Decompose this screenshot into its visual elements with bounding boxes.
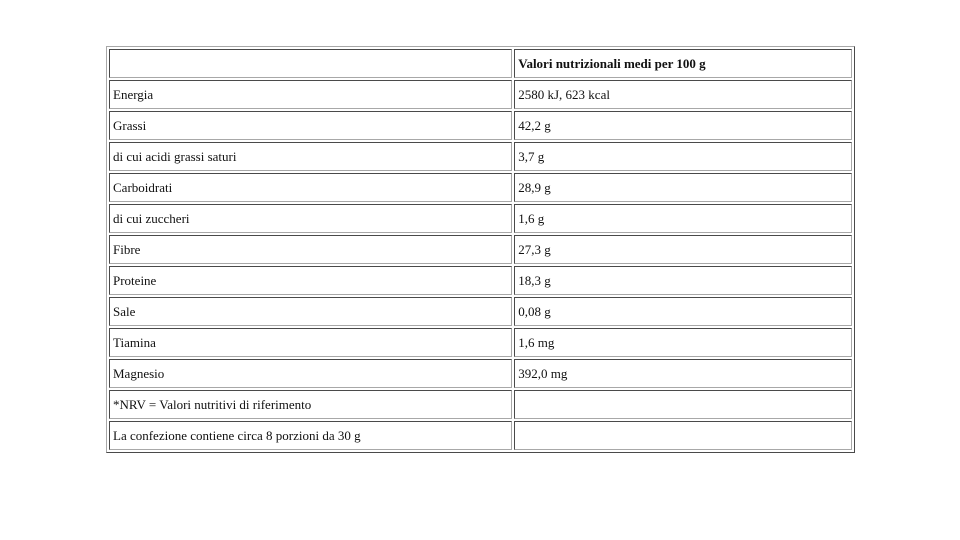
nutrient-value: 1,6 mg — [514, 328, 852, 357]
portion-label: La confezione contiene circa 8 porzioni da 30 g — [109, 421, 512, 450]
nutrient-value: 392,0 mg — [514, 359, 852, 388]
nutrient-label: di cui zuccheri — [109, 204, 512, 233]
table-row — [109, 235, 852, 264]
nutrient-label: Sale — [109, 297, 512, 326]
portion-value — [514, 421, 852, 450]
footnote-label: *NRV = Valori nutritivi di riferimento — [109, 390, 512, 419]
nutrient-value: 3,7 g — [514, 142, 852, 171]
nutrient-label: Tiamina — [109, 328, 512, 357]
nutrient-label: Energia — [109, 80, 512, 109]
table-row — [109, 204, 852, 233]
table-row — [109, 111, 852, 140]
table-row — [109, 421, 852, 450]
nutrient-label: Proteine — [109, 266, 512, 295]
nutrient-value: 18,3 g — [514, 266, 852, 295]
nutrient-value: 1,6 g — [514, 204, 852, 233]
nutrient-label: Fibre — [109, 235, 512, 264]
table-row — [109, 173, 852, 202]
header-label-cell — [109, 49, 512, 78]
nutrition-table — [106, 46, 855, 453]
nutrient-value: 42,2 g — [514, 111, 852, 140]
nutrient-value: 27,3 g — [514, 235, 852, 264]
table-header-row — [109, 49, 852, 78]
nutrient-label: Magnesio — [109, 359, 512, 388]
nutrient-label: di cui acidi grassi saturi — [109, 142, 512, 171]
table-row — [109, 297, 852, 326]
table-row — [109, 266, 852, 295]
table-row — [109, 80, 852, 109]
nutrient-value: 28,9 g — [514, 173, 852, 202]
footnote-value — [514, 390, 852, 419]
table-row — [109, 359, 852, 388]
nutrient-label: Grassi — [109, 111, 512, 140]
nutrient-label: Carboidrati — [109, 173, 512, 202]
table-row — [109, 390, 852, 419]
nutrient-value: 2580 kJ, 623 kcal — [514, 80, 852, 109]
header-value-cell: Valori nutrizionali medi per 100 g — [514, 49, 852, 78]
nutrient-value: 0,08 g — [514, 297, 852, 326]
table-row — [109, 142, 852, 171]
table-row — [109, 328, 852, 357]
